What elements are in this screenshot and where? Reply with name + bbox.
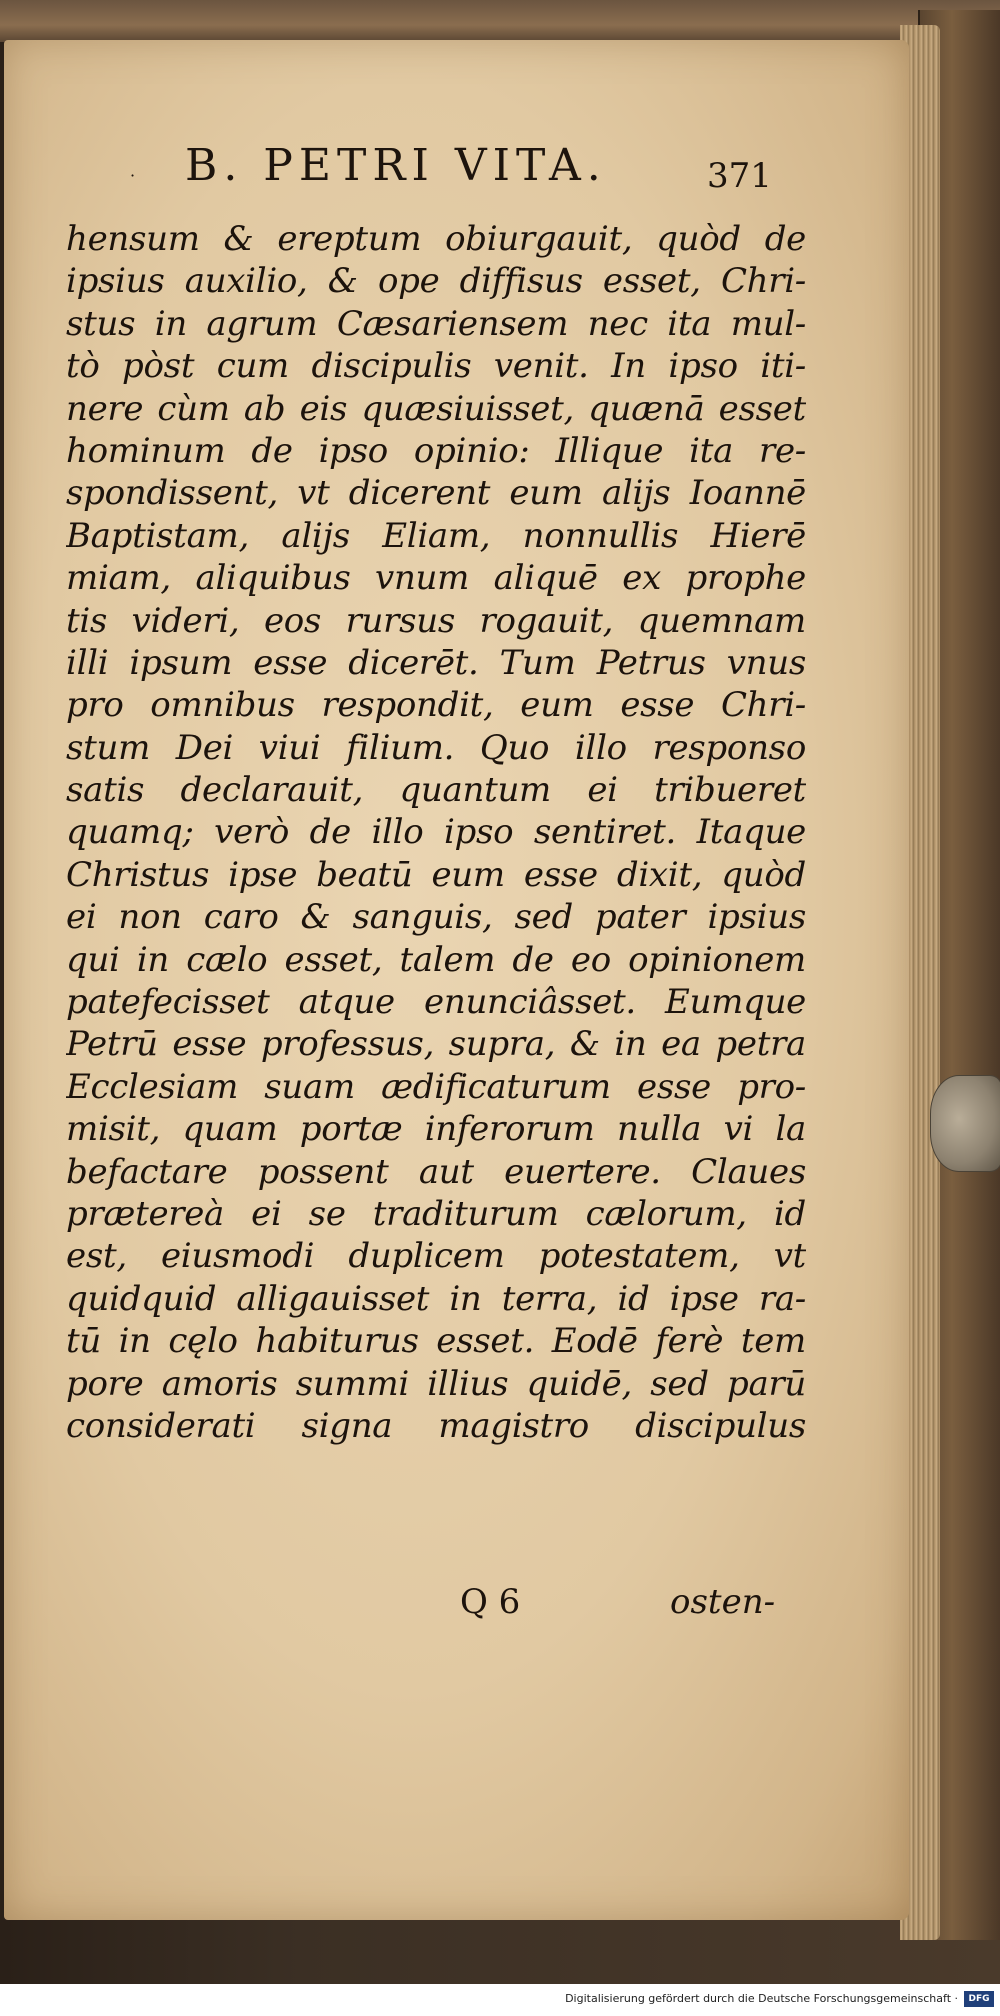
book-clasp (930, 1075, 1000, 1172)
catchword: osten- (670, 1582, 776, 1622)
text-line: Christus ipse beatū eum esse dixit, quòd (66, 854, 806, 895)
text-line: befactare possent aut euertere. Claues (66, 1151, 806, 1192)
funding-credit: Digitalisierung gefördert durch die Deutsche Forschungsgemeinschaft · (565, 1992, 958, 2005)
text-line: nere cùm ab eis quæsiuisset, quænā esset (66, 388, 806, 429)
text-line: est, eiusmodi duplicem potestatem, vt (66, 1236, 806, 1277)
text-line: Ecclesiam suam ædificaturum esse pro- (66, 1066, 806, 1107)
running-head: B. PETRI VITA. (185, 140, 607, 191)
header-dot: · (130, 166, 136, 185)
text-line: spondissent, vt dicerent eum alijs Ioannē (66, 473, 806, 514)
text-line: patefecisset atque enunciâsset. Eumque (66, 982, 806, 1023)
text-line: misit, quam portæ inferorum nulla vi la (66, 1109, 806, 1150)
text-line: pro omnibus respondit, eum esse Chri- (66, 685, 806, 726)
text-line: tū in cęlo habiturus esset. Eodē ferè tem (66, 1321, 806, 1362)
text-line: Petrū esse professus, supra, & in ea petra (66, 1024, 806, 1065)
text-line: prætereà ei se traditurum cælorum, id (66, 1193, 806, 1234)
page-header (115, 140, 800, 210)
dfg-logo: DFG (964, 1991, 994, 2007)
cover-top-edge (0, 0, 1000, 42)
page-number: 371 (707, 156, 772, 196)
text-line: considerati signa magistro discipulus (66, 1405, 806, 1446)
catch-line (460, 1582, 790, 1628)
text-line: quamq; verò de illo ipso sentiret. Itaque (66, 812, 806, 853)
text-line: tò pòst cum discipulis venit. In ipso iti- (66, 346, 806, 387)
text-line: hominum de ipso opinio: Illique ita re- (66, 430, 806, 471)
text-line: pore amoris summi illius quidē, sed parū (66, 1363, 806, 1404)
footer-bar (0, 1984, 1000, 2016)
text-line: stus in agrum Cæsariensem nec ita mul- (66, 303, 806, 344)
body-text (66, 218, 806, 1447)
signature-mark: Q 6 (460, 1582, 521, 1622)
text-line: qui in cælo esset, talem de eo opinionem (66, 939, 806, 980)
text-line: illi ipsum esse dicerēt. Tum Petrus vnus (66, 642, 806, 683)
text-line: Baptistam, alijs Eliam, nonnullis Hierē (66, 515, 806, 556)
text-line: hensum & ereptum obiurgauit, quòd de (66, 219, 806, 259)
text-line: quidquid alligauisset in terra, id ipse ra- (66, 1278, 806, 1319)
text-line: satis declarauit, quantum ei tribueret (66, 770, 806, 811)
text-line: stum Dei viui filium. Quo illo responso (66, 727, 806, 768)
text-line: tis videri, eos rursus rogauit, quemnam (66, 600, 806, 641)
text-line: ipsius auxilio, & ope diffisus esset, Chri- (66, 261, 806, 302)
text-line: ei non caro & sanguis, sed pater ipsius (66, 897, 806, 938)
text-line: miam, aliquibus vnum aliquē ex prophe (66, 558, 806, 599)
